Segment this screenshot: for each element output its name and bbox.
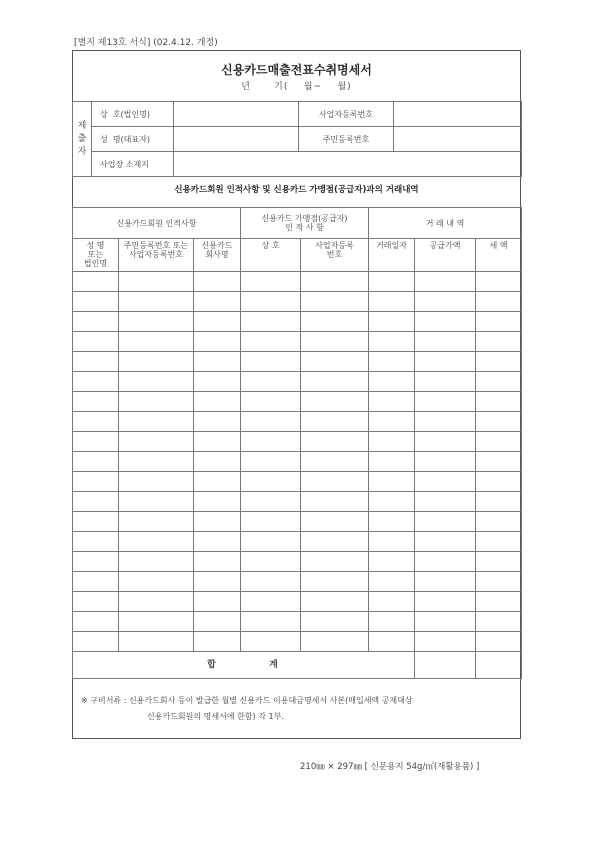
table-row — [73, 632, 522, 652]
name-cell[interactable] — [73, 372, 119, 392]
card-company-cell[interactable] — [194, 332, 241, 352]
company-name-label: 상 호(법인명) — [92, 102, 174, 127]
supply-amount-cell[interactable] — [415, 392, 476, 412]
member-group-header: 신용카드회원 인적사항 — [73, 208, 241, 239]
id-number-cell[interactable] — [119, 612, 194, 632]
supply-amount-cell[interactable] — [415, 552, 476, 572]
date-cell[interactable] — [369, 272, 415, 292]
column-header-supply-amount: 공급가액 — [415, 239, 476, 272]
business-reg-field[interactable] — [394, 102, 522, 127]
card-company-cell[interactable] — [194, 492, 241, 512]
merchant-name-cell[interactable] — [241, 472, 301, 492]
supply-amount-cell[interactable] — [415, 612, 476, 632]
card-company-cell[interactable] — [194, 552, 241, 572]
table-row — [73, 452, 522, 472]
supply-amount-cell[interactable] — [415, 312, 476, 332]
table-row — [73, 372, 522, 392]
date-cell[interactable] — [369, 552, 415, 572]
merchant-reg-cell[interactable] — [301, 292, 369, 312]
merchant-reg-cell[interactable] — [301, 332, 369, 352]
merchant-reg-cell[interactable] — [301, 432, 369, 452]
supply-amount-cell[interactable] — [415, 492, 476, 512]
name-cell[interactable] — [73, 632, 119, 652]
id-number-cell[interactable] — [119, 572, 194, 592]
supply-amount-cell[interactable] — [415, 592, 476, 612]
merchant-reg-cell[interactable] — [301, 512, 369, 532]
column-header-tax: 세 액 — [476, 239, 522, 272]
tax-cell[interactable] — [476, 412, 522, 432]
table-row — [73, 392, 522, 412]
merchant-name-cell[interactable] — [241, 372, 301, 392]
date-cell[interactable] — [369, 332, 415, 352]
id-number-cell[interactable] — [119, 412, 194, 432]
date-cell[interactable] — [369, 312, 415, 332]
tax-cell[interactable] — [476, 292, 522, 312]
name-cell[interactable] — [73, 312, 119, 332]
date-cell[interactable] — [369, 632, 415, 652]
name-cell[interactable] — [73, 272, 119, 292]
table-row — [73, 552, 522, 572]
name-cell[interactable] — [73, 512, 119, 532]
name-cell[interactable] — [73, 492, 119, 512]
table-row — [73, 612, 522, 632]
id-number-cell[interactable] — [119, 272, 194, 292]
tax-cell[interactable] — [476, 372, 522, 392]
merchant-reg-cell[interactable] — [301, 352, 369, 372]
address-label: 사업장 소재지 — [92, 152, 174, 177]
date-cell[interactable] — [369, 372, 415, 392]
date-cell[interactable] — [369, 472, 415, 492]
date-cell[interactable] — [369, 292, 415, 312]
merchant-name-cell[interactable] — [241, 432, 301, 452]
id-number-cell[interactable] — [119, 592, 194, 612]
address-field[interactable] — [174, 152, 522, 177]
column-header-name: 성 명 또는 법인명 — [73, 239, 119, 272]
merchant-name-cell[interactable] — [241, 272, 301, 292]
tax-cell[interactable] — [476, 332, 522, 352]
business-reg-label: 사업자등록번호 — [299, 102, 394, 127]
card-company-cell[interactable] — [194, 572, 241, 592]
supply-amount-cell[interactable] — [415, 572, 476, 592]
id-number-cell[interactable] — [119, 632, 194, 652]
merchant-reg-cell[interactable] — [301, 472, 369, 492]
column-header-merchant-name: 상 호 — [241, 239, 301, 272]
merchant-reg-cell[interactable] — [301, 552, 369, 572]
merchant-name-cell[interactable] — [241, 392, 301, 412]
merchant-name-cell[interactable] — [241, 332, 301, 352]
note-line-2: 신용카드회원의 명세서에 한함) 각 1부. — [147, 712, 284, 721]
card-company-cell[interactable] — [194, 612, 241, 632]
company-name-field[interactable] — [174, 102, 299, 127]
merchant-reg-cell[interactable] — [301, 492, 369, 512]
tax-cell[interactable] — [476, 272, 522, 292]
tax-cell[interactable] — [476, 512, 522, 532]
merchant-name-cell[interactable] — [241, 552, 301, 572]
id-number-cell[interactable] — [119, 472, 194, 492]
supplier-side-label: 제 출 자 — [73, 102, 92, 177]
representative-label: 성 명(대표자) — [92, 127, 174, 152]
merchant-reg-cell[interactable] — [301, 572, 369, 592]
date-cell[interactable] — [369, 592, 415, 612]
card-company-cell[interactable] — [194, 312, 241, 332]
merchant-name-cell[interactable] — [241, 312, 301, 332]
table-row — [73, 352, 522, 372]
table-row — [73, 592, 522, 612]
merchant-reg-cell[interactable] — [301, 392, 369, 412]
merchant-name-cell[interactable] — [241, 632, 301, 652]
merchant-reg-cell[interactable] — [301, 452, 369, 472]
total-supply-amount-cell[interactable] — [415, 652, 476, 679]
card-company-cell[interactable] — [194, 632, 241, 652]
supplier-table — [72, 101, 522, 177]
card-company-cell[interactable] — [194, 472, 241, 492]
section-title: 신용카드회원 인적사항 및 신용카드 가맹점(공급자)과의 거래내역 — [174, 185, 419, 195]
note — [81, 693, 516, 725]
table-row — [73, 272, 522, 292]
date-cell[interactable] — [369, 412, 415, 432]
supply-amount-cell[interactable] — [415, 432, 476, 452]
card-company-cell[interactable] — [194, 412, 241, 432]
name-cell[interactable] — [73, 552, 119, 572]
merchant-name-cell[interactable] — [241, 452, 301, 472]
table-row — [73, 512, 522, 532]
resident-reg-field[interactable] — [394, 127, 522, 152]
column-header-id-number: 주민등록번호 또는 사업자등록번호 — [119, 239, 194, 272]
date-cell[interactable] — [369, 452, 415, 472]
tax-cell[interactable] — [476, 472, 522, 492]
id-number-cell[interactable] — [119, 292, 194, 312]
merchant-reg-cell[interactable] — [301, 612, 369, 632]
date-cell[interactable] — [369, 432, 415, 452]
name-cell[interactable] — [73, 332, 119, 352]
supply-amount-cell[interactable] — [415, 452, 476, 472]
supply-amount-cell[interactable] — [415, 292, 476, 312]
representative-field[interactable] — [174, 127, 299, 152]
card-company-cell[interactable] — [194, 352, 241, 372]
name-cell[interactable] — [73, 352, 119, 372]
card-company-cell[interactable] — [194, 292, 241, 312]
name-cell[interactable] — [73, 432, 119, 452]
supply-amount-cell[interactable] — [415, 332, 476, 352]
table-row — [73, 432, 522, 452]
card-company-cell[interactable] — [194, 512, 241, 532]
date-cell[interactable] — [369, 512, 415, 532]
column-header-card-company: 신용카드 회사명 — [194, 239, 241, 272]
id-number-cell[interactable] — [119, 552, 194, 572]
column-header-merchant-reg: 사업자등록 번호 — [301, 239, 369, 272]
name-cell[interactable] — [73, 592, 119, 612]
id-number-cell[interactable] — [119, 492, 194, 512]
merchant-reg-cell[interactable] — [301, 632, 369, 652]
merchant-reg-cell[interactable] — [301, 272, 369, 292]
card-company-cell[interactable] — [194, 272, 241, 292]
name-cell[interactable] — [73, 612, 119, 632]
merchant-name-cell[interactable] — [241, 532, 301, 552]
tax-cell[interactable] — [476, 632, 522, 652]
id-number-cell[interactable] — [119, 372, 194, 392]
tax-cell[interactable] — [476, 552, 522, 572]
name-cell[interactable] — [73, 392, 119, 412]
transaction-group-header: 거 래 내 역 — [369, 208, 522, 239]
card-company-cell[interactable] — [194, 392, 241, 412]
supply-amount-cell[interactable] — [415, 372, 476, 392]
name-cell[interactable] — [73, 292, 119, 312]
tax-cell[interactable] — [476, 572, 522, 592]
date-cell[interactable] — [369, 572, 415, 592]
merchant-reg-cell[interactable] — [301, 312, 369, 332]
supply-amount-cell[interactable] — [415, 272, 476, 292]
date-cell[interactable] — [369, 532, 415, 552]
total-tax-cell[interactable] — [476, 652, 522, 679]
card-company-cell[interactable] — [194, 592, 241, 612]
tax-cell[interactable] — [476, 312, 522, 332]
card-company-cell[interactable] — [194, 452, 241, 472]
merchant-reg-cell[interactable] — [301, 592, 369, 612]
table-row — [73, 292, 522, 312]
merchant-reg-cell[interactable] — [301, 532, 369, 552]
table-row — [73, 332, 522, 352]
merchant-name-cell[interactable] — [241, 512, 301, 532]
note-line-1: ※ 구비서류 : 신용카드회사 등이 발급한 월별 신용카드 이용대금명세서 사본(매입세액 공제대상 — [81, 696, 413, 705]
supply-amount-cell[interactable] — [415, 352, 476, 372]
card-company-cell[interactable] — [194, 372, 241, 392]
supply-amount-cell[interactable] — [415, 532, 476, 552]
card-company-cell[interactable] — [194, 532, 241, 552]
merchant-group-header: 신용카드 가맹점(공급자) 인 적 사 항 — [241, 208, 369, 239]
id-number-cell[interactable] — [119, 452, 194, 472]
merchant-reg-cell[interactable] — [301, 372, 369, 392]
table-row — [73, 572, 522, 592]
id-number-cell[interactable] — [119, 532, 194, 552]
name-cell[interactable] — [73, 472, 119, 492]
date-cell[interactable] — [369, 392, 415, 412]
merchant-name-cell[interactable] — [241, 572, 301, 592]
tax-cell[interactable] — [476, 592, 522, 612]
merchant-name-cell[interactable] — [241, 352, 301, 372]
tax-cell[interactable] — [476, 432, 522, 452]
tax-cell[interactable] — [476, 612, 522, 632]
merchant-name-cell[interactable] — [241, 492, 301, 512]
total-row — [73, 652, 522, 679]
resident-reg-label: 주민등록번호 — [299, 127, 394, 152]
supply-amount-cell[interactable] — [415, 632, 476, 652]
period-line: 년 기( 월~ 월) — [241, 82, 352, 92]
column-header-date: 거래일자 — [369, 239, 415, 272]
merchant-reg-cell[interactable] — [301, 412, 369, 432]
tax-cell[interactable] — [476, 492, 522, 512]
table-row — [73, 532, 522, 552]
table-row — [73, 412, 522, 432]
id-number-cell[interactable] — [119, 512, 194, 532]
form-code: [별지 제13호 서식] (02.4.12. 개정) — [74, 38, 218, 48]
date-cell[interactable] — [369, 612, 415, 632]
supply-amount-cell[interactable] — [415, 412, 476, 432]
id-number-cell[interactable] — [119, 352, 194, 372]
paper-spec-footer: 210㎜ × 297㎜ [ 신문용지 54g/㎡(재활용품) ] — [300, 762, 480, 772]
merchant-name-cell[interactable] — [241, 412, 301, 432]
transaction-table — [72, 207, 522, 679]
id-number-cell[interactable] — [119, 432, 194, 452]
total-label: 합 계 — [73, 652, 415, 679]
id-number-cell[interactable] — [119, 392, 194, 412]
supply-amount-cell[interactable] — [415, 472, 476, 492]
name-cell[interactable] — [73, 412, 119, 432]
table-row — [73, 472, 522, 492]
merchant-name-cell[interactable] — [241, 612, 301, 632]
tax-cell[interactable] — [476, 532, 522, 552]
name-cell[interactable] — [73, 532, 119, 552]
supply-amount-cell[interactable] — [415, 512, 476, 532]
merchant-name-cell[interactable] — [241, 292, 301, 312]
merchant-name-cell[interactable] — [241, 592, 301, 612]
form-title: 신용카드매출전표수취명세서 — [221, 63, 372, 77]
form-frame — [72, 50, 521, 739]
tax-cell[interactable] — [476, 452, 522, 472]
name-cell[interactable] — [73, 572, 119, 592]
date-cell[interactable] — [369, 492, 415, 512]
tax-cell[interactable] — [476, 352, 522, 372]
table-row — [73, 312, 522, 332]
id-number-cell[interactable] — [119, 332, 194, 352]
date-cell[interactable] — [369, 352, 415, 372]
id-number-cell[interactable] — [119, 312, 194, 332]
table-row — [73, 492, 522, 512]
tax-cell[interactable] — [476, 392, 522, 412]
card-company-cell[interactable] — [194, 432, 241, 452]
name-cell[interactable] — [73, 452, 119, 472]
